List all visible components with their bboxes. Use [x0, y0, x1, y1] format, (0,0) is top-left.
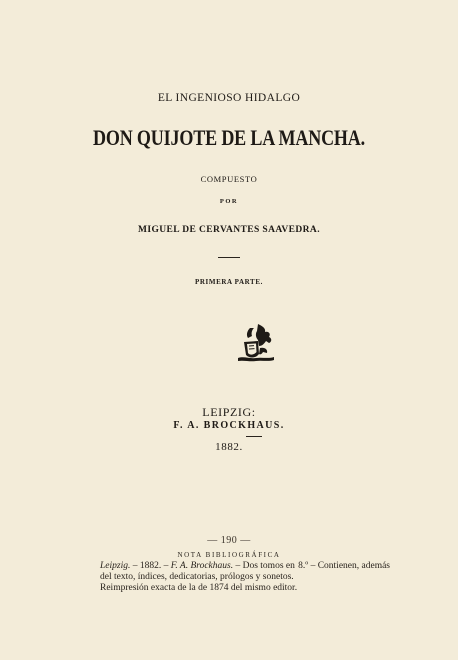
year-rule	[246, 436, 262, 437]
subtitle: EL INGENIOSO HIDALGO	[157, 92, 301, 104]
author-name: MIGUEL DE CERVANTES SAAVEDRA.	[138, 225, 320, 235]
book-title: DON QUIJOTE DE LA MANCHA.	[92, 125, 366, 150]
note-year: – 1882. –	[130, 561, 171, 571]
note-tomos: – Dos tomos en	[233, 561, 295, 571]
part-label: PRIMERA PARTE.	[195, 278, 263, 286]
note-line-3: Reimpresión exacta de la de 1874 del mismo editor.	[100, 583, 298, 593]
publication-year: 1882.	[215, 441, 243, 453]
divider-rule	[218, 257, 240, 258]
note-publisher: F. A. Brockhaus.	[170, 561, 234, 571]
page-number: — 190 —	[207, 535, 251, 546]
por-label: POR	[219, 198, 239, 205]
publication-city: LEIPZIG:	[202, 405, 256, 419]
note-contienen: 8.º – Contienen, además	[298, 561, 390, 571]
publisher-name: F. A. BROCKHAUS.	[173, 420, 285, 431]
note-line-2: del texto, índices, dedicatorias, prólogos y sonetos.	[100, 572, 294, 582]
note-place: Leipzig.	[100, 561, 131, 571]
bibliographic-note	[100, 561, 390, 594]
note-line-1	[100, 561, 390, 572]
note-heading: NOTA BIBLIOGRÁFICA	[177, 551, 281, 559]
printer-emblem-icon	[236, 322, 276, 364]
compuesto-label: COMPUESTO	[200, 174, 258, 184]
